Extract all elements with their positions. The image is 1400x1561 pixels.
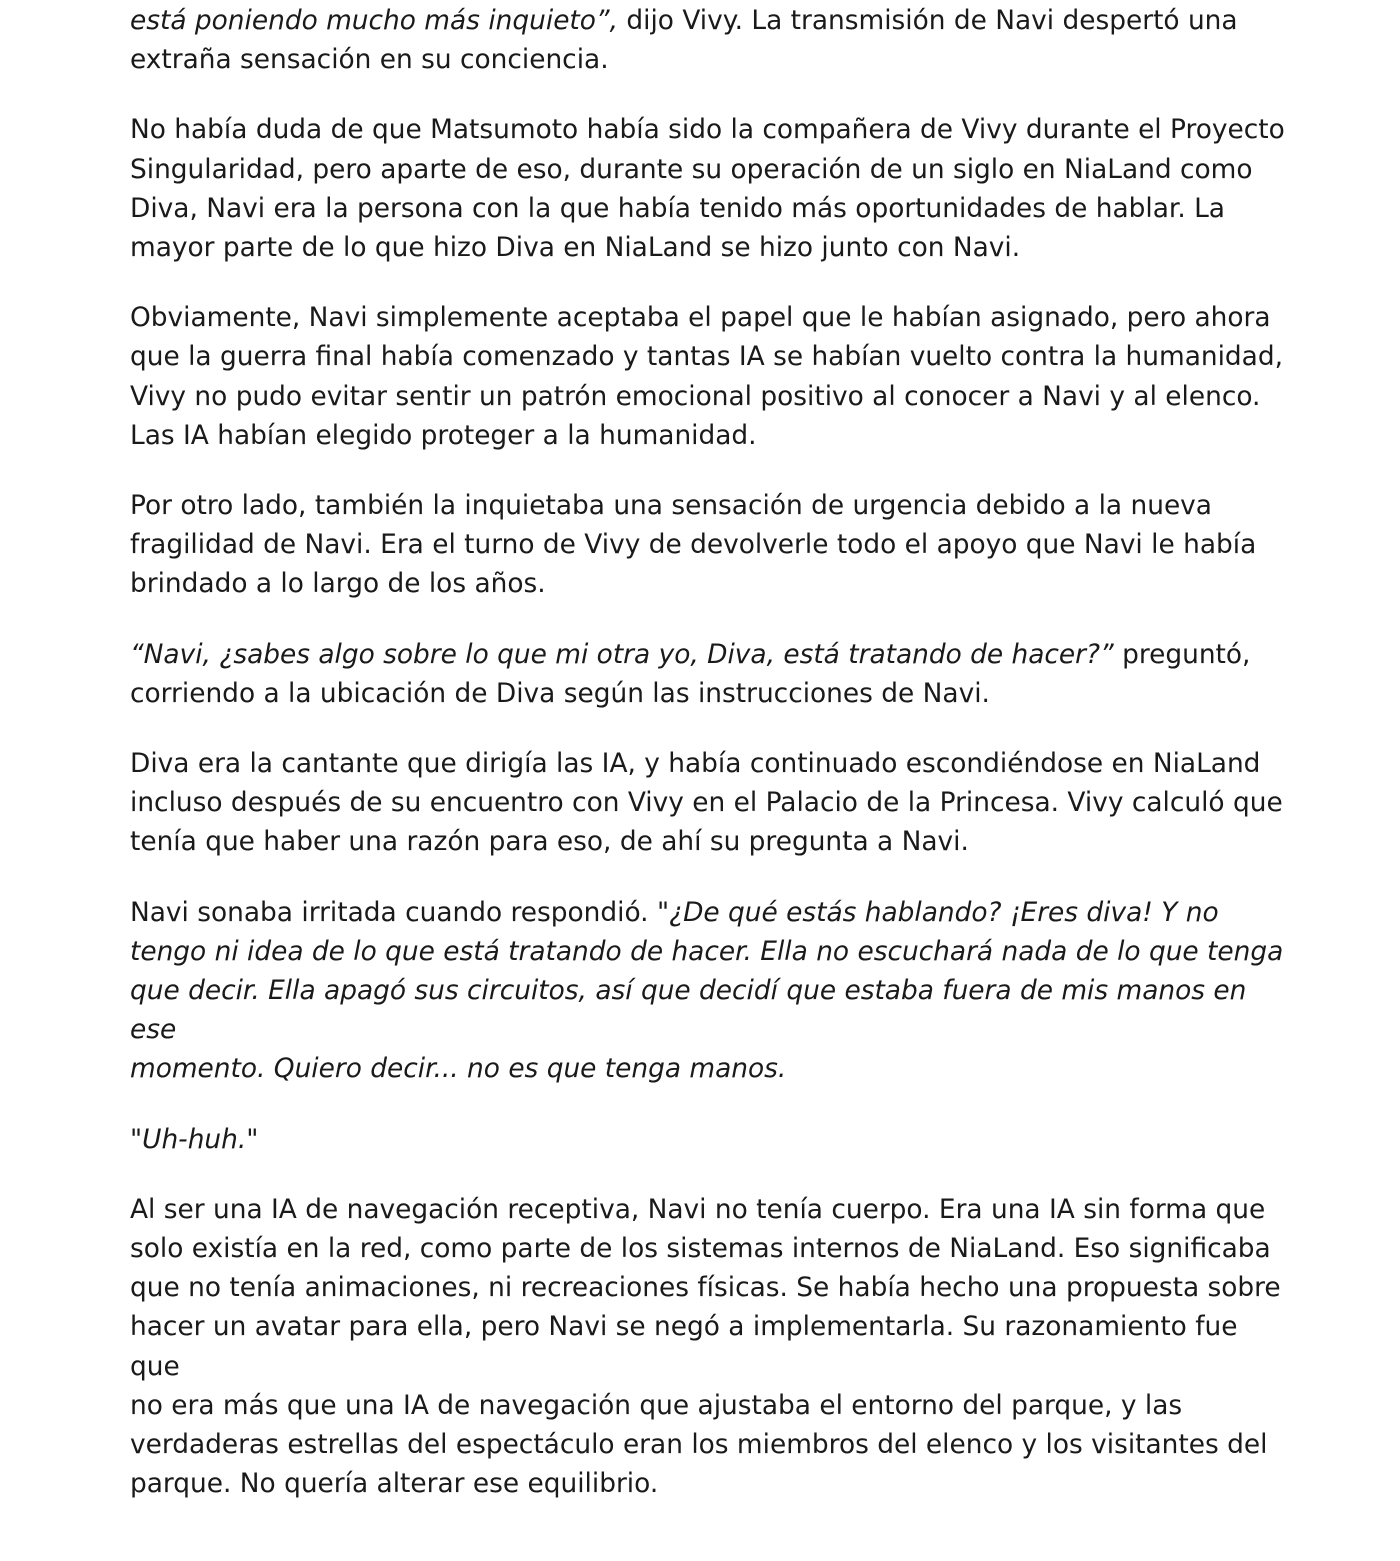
text-span: corriendo a la ubicación de Diva según las instrucciones de Navi. (130, 677, 990, 709)
text-line: Diva era la cantante que dirigía las IA, y había continuado escondiéndose en NiaLand (130, 748, 1261, 780)
text-line: Obviamente, Navi simplemente aceptaba el papel que le habían asignado, pero ahora (130, 302, 1271, 334)
paragraph-8 (130, 1120, 1290, 1159)
text-line: parque. No quería alterar ese equilibrio. (130, 1468, 659, 1500)
text-line: tenía que haber una razón para eso, de ahí su pregunta a Navi. (130, 826, 969, 858)
paragraph-6 (130, 744, 1290, 862)
text-line: solo existía en la red, como parte de los sistemas internos de NiaLand. Eso significaba (130, 1233, 1271, 1265)
text-span: Navi sonaba irritada cuando respondió. (130, 896, 657, 928)
text-line: incluso después de su encuentro con Vivy en el Palacio de la Princesa. Vivy calculó que (130, 787, 1283, 819)
paragraph-1 (130, 1, 1290, 79)
text-line: Las IA habían elegido proteger a la humanidad. (130, 419, 757, 451)
italic-quote: que decir. Ella apagó sus circuitos, así que decidí que estaba fuera de mis manos en ese (130, 975, 1247, 1046)
paragraph-4 (130, 486, 1290, 604)
text-line: mayor parte de lo que hizo Diva en NiaLand se hizo junto con Navi. (130, 232, 1021, 264)
text-line: Por otro lado, también la inquietaba una sensación de urgencia debido a la nueva (130, 490, 1212, 522)
text-span: extraña sensación en su conciencia. (130, 44, 609, 76)
paragraph-9 (130, 1190, 1290, 1504)
text-line: No había duda de que Matsumoto había sido la compañera de Vivy durante el Proyecto (130, 114, 1285, 146)
italic-quote: "Uh-huh." (130, 1123, 259, 1155)
text-line: Al ser una IA de navegación receptiva, Navi no tenía cuerpo. Era una IA sin forma que (130, 1193, 1266, 1225)
italic-quote: tengo ni idea de lo que está tratando de hacer. Ella no escuchará nada de lo que tenga (130, 935, 1284, 967)
text-line: que la guerra final había comenzado y tantas IA se habían vuelto contra la humanidad, (130, 341, 1283, 373)
italic-quote: está poniendo mucho más inquieto”, (130, 5, 618, 36)
text-span: preguntó, (1113, 638, 1251, 670)
italic-quote: “Navi, ¿sabes algo sobre lo que mi otra yo, Diva, está tratando de hacer?” (130, 638, 1114, 670)
paragraph-7 (130, 893, 1290, 1089)
paragraph-2 (130, 110, 1290, 267)
text-line: que no tenía animaciones, ni recreaciones físicas. Se había hecho una propuesta sobre (130, 1272, 1281, 1304)
text-line: Singularidad, pero aparte de eso, durante su operación de un siglo en NiaLand como (130, 153, 1253, 185)
text-line: hacer un avatar para ella, pero Navi se negó a implementarla. Su razonamiento fue que (130, 1311, 1238, 1382)
text-line: Diva, Navi era la persona con la que había tenido más oportunidades de hablar. La (130, 192, 1225, 224)
paragraph-3 (130, 298, 1290, 455)
italic-quote: momento. Quiero decir... no es que tenga manos. (130, 1053, 787, 1085)
text-line: verdaderas estrellas del espectáculo eran los miembros del elenco y los visitantes del (130, 1429, 1268, 1461)
text-span: dijo Vivy. La transmisión de Navi despertó una (617, 5, 1238, 36)
text-line: brindado a lo largo de los años. (130, 568, 546, 600)
paragraph-5 (130, 635, 1290, 713)
text-line: no era más que una IA de navegación que ajustaba el entorno del parque, y las (130, 1389, 1183, 1421)
text-line: Vivy no pudo evitar sentir un patrón emocional positivo al conocer a Navi y al elenco. (130, 380, 1261, 412)
italic-quote: "¿De qué estás hablando? ¡Eres diva! Y no (656, 896, 1219, 928)
text-line: fragilidad de Navi. Era el turno de Vivy de devolverle todo el apoyo que Navi le había (130, 529, 1257, 561)
document-page (130, 0, 1290, 1535)
